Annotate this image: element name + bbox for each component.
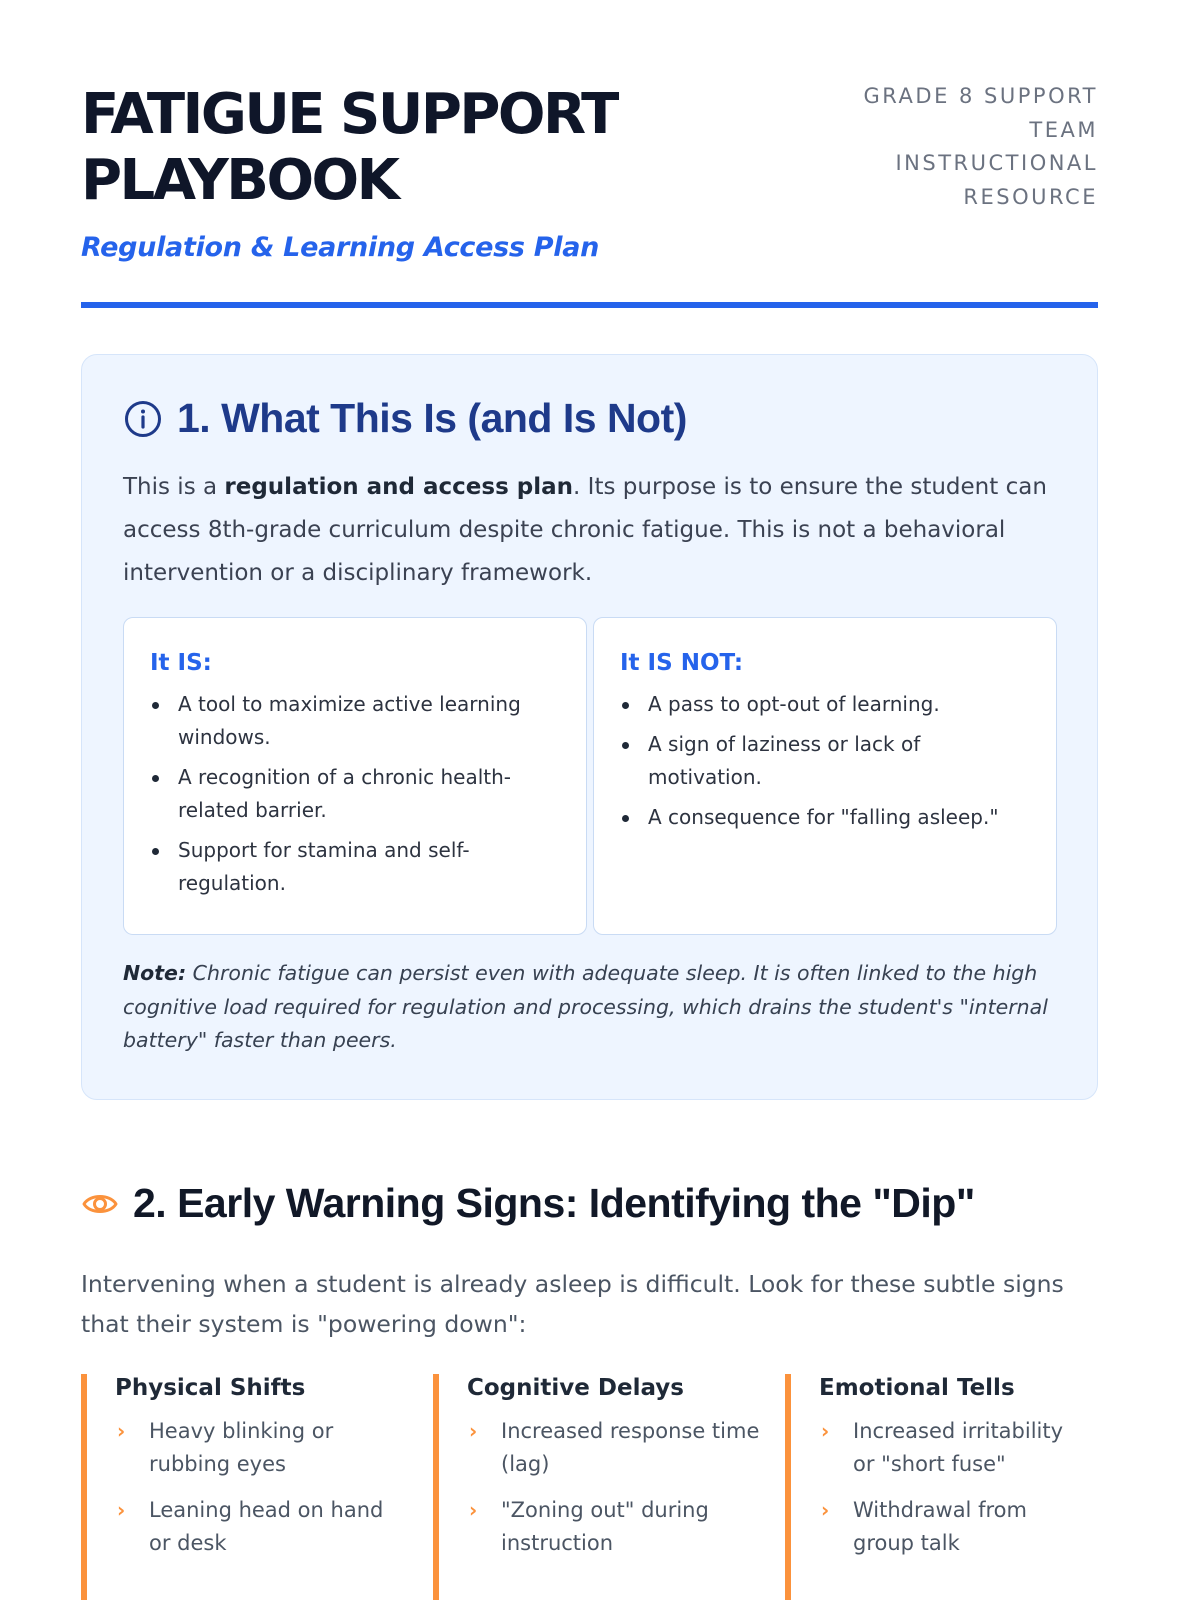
list-item-text: Withdrawal from group talk	[853, 1498, 1027, 1555]
warning-sign-columns	[81, 1374, 1098, 1600]
section-1-heading	[123, 395, 1057, 442]
list-item-text: Leaning head on hand or desk	[149, 1498, 384, 1555]
eye-icon	[81, 1185, 119, 1223]
list-item: A pass to opt-out of learning.	[620, 688, 1030, 721]
list-item-text: "Zoning out" during instruction	[501, 1498, 709, 1555]
physical-shifts-column	[81, 1374, 433, 1600]
header	[81, 0, 1098, 308]
it-is-not-title: It IS NOT:	[620, 650, 744, 676]
section-1-intro	[123, 466, 1057, 595]
chevron-right-icon: ›	[117, 1419, 126, 1443]
note-label: Note:	[123, 961, 187, 985]
it-is-not-card	[593, 617, 1057, 935]
list-item	[467, 1415, 785, 1481]
chevron-right-icon: ›	[469, 1419, 478, 1443]
intro-bold-phrase: regulation and access plan	[224, 474, 574, 500]
intro-text-end: . Its purpose is to ensure the student can access 8th-grade curriculum despite chronic fatigue. This is not a behavioral intervention or a disciplinary framework.	[123, 474, 1047, 586]
section-2-title: 2. Early Warning Signs: Identifying the "Dip"	[133, 1180, 975, 1226]
chevron-right-icon: ›	[469, 1498, 478, 1522]
list-item-text: Increased irritability or "short fuse"	[853, 1419, 1064, 1476]
team-label-line-4: RESOURCE	[963, 184, 1098, 209]
section-what-this-is	[81, 354, 1098, 1100]
note-text: Chronic fatigue can persist even with adequate sleep. It is often linked to the high cognitive load required for regulation and processing, which drains the student's "internal battery" faster than peers.	[123, 961, 1048, 1052]
intro-text-start: This is a	[123, 474, 225, 500]
list-item: A tool to maximize active learning windows.	[150, 688, 560, 754]
column-title: Cognitive Delays	[467, 1375, 684, 1401]
it-is-card	[123, 617, 587, 935]
list-item-text: Heavy blinking or rubbing eyes	[149, 1419, 334, 1476]
list-item	[115, 1415, 433, 1481]
fatigue-note	[123, 957, 1057, 1058]
list-item: Support for stamina and self-regulation.	[150, 834, 560, 900]
list-item-text: Increased response time (lag)	[501, 1419, 760, 1476]
list-item	[819, 1494, 1098, 1560]
section-2-intro: Intervening when a student is already asleep is difficult. Look for these subtle signs that their system is "powering down":	[81, 1270, 1064, 1338]
list-item: A recognition of a chronic health-related barrier.	[150, 761, 560, 827]
chevron-right-icon: ›	[117, 1498, 126, 1522]
it-is-title: It IS:	[150, 650, 212, 676]
list-item	[819, 1415, 1098, 1481]
title-line-2: PLAYBOOK	[81, 148, 398, 213]
team-label-line-1: GRADE 8 SUPPORT	[863, 84, 1098, 108]
column-list	[819, 1415, 1098, 1560]
list-item	[115, 1494, 433, 1560]
page-title	[81, 82, 641, 214]
team-label-line-3: INSTRUCTIONAL	[895, 151, 1098, 175]
it-is-list	[150, 688, 560, 900]
column-list	[115, 1415, 433, 1560]
team-label	[818, 80, 1098, 214]
column-list	[467, 1415, 785, 1560]
it-is-not-list	[620, 688, 1030, 834]
emotional-tells-column	[785, 1374, 1098, 1600]
title-line-1: FATIGUE SUPPORT	[81, 82, 617, 147]
cognitive-delays-column	[433, 1374, 785, 1600]
list-item: A consequence for "falling asleep."	[620, 801, 1030, 834]
chevron-right-icon: ›	[821, 1498, 830, 1522]
section-early-warning-signs	[81, 1180, 1098, 1600]
section-2-heading	[81, 1180, 1098, 1227]
chevron-right-icon: ›	[821, 1419, 830, 1443]
team-label-line-2: TEAM	[1029, 117, 1098, 142]
info-circle-icon	[123, 399, 163, 439]
column-title: Emotional Tells	[819, 1375, 1015, 1401]
section-1-title: 1. What This Is (and Is Not)	[177, 395, 687, 441]
page-subtitle: Regulation & Learning Access Plan	[81, 232, 600, 263]
list-item: A sign of laziness or lack of motivation.	[620, 728, 1030, 794]
list-item	[467, 1494, 785, 1560]
column-title: Physical Shifts	[115, 1375, 306, 1401]
is-isnot-cards	[123, 617, 1057, 935]
